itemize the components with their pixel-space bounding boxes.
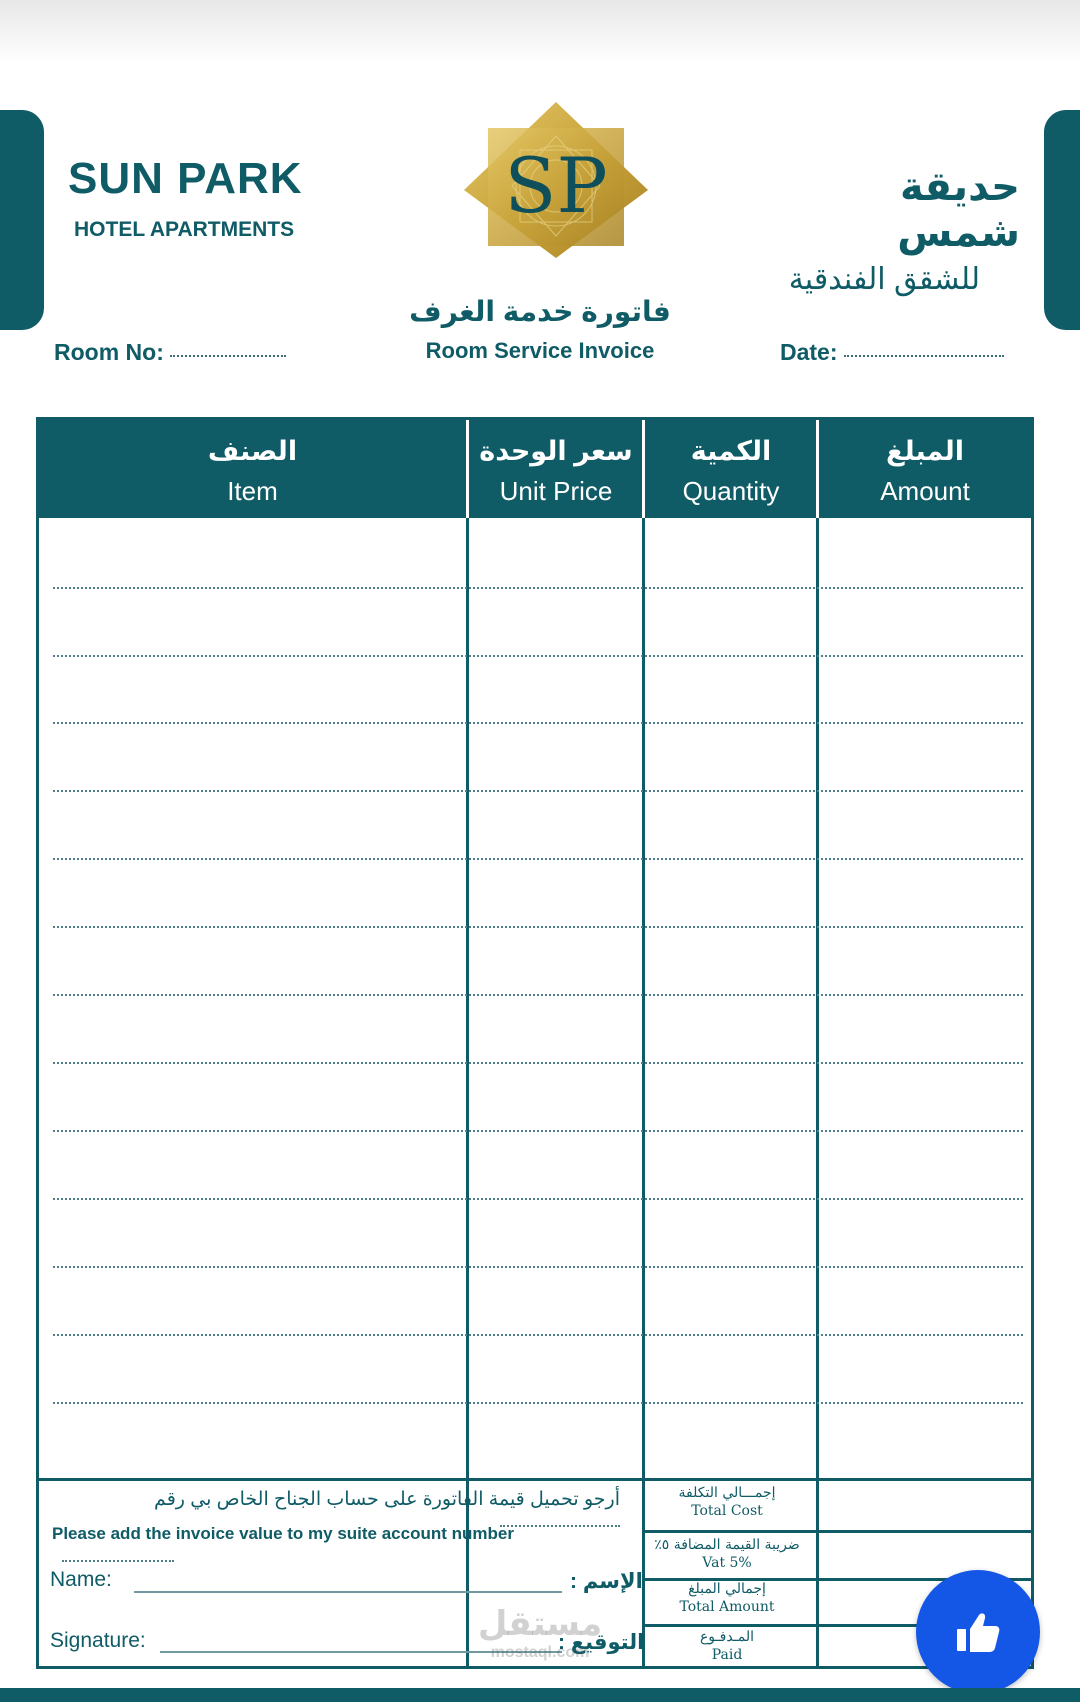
table-row[interactable] [53, 1130, 1023, 1132]
brand-name-en: SUN PARK [68, 154, 303, 203]
table-row[interactable] [53, 722, 1023, 724]
room-number-field[interactable] [54, 338, 286, 366]
name-label-ar: الإسم : [570, 1570, 643, 1593]
column-amount: المبلغ Amount [880, 436, 970, 506]
table-header [39, 420, 1031, 518]
table-row[interactable] [53, 655, 1023, 657]
table-row[interactable] [53, 994, 1023, 996]
date-dots [844, 351, 1004, 357]
note-arabic: أرجو تحميل قيمة الفاتورة على حساب الجناح الخاص بي رقم [70, 1488, 620, 1536]
bottom-bar [0, 1688, 1080, 1702]
column-quantity: الكمية Quantity [682, 436, 780, 506]
date-label: Date: [780, 339, 838, 365]
name-input-line[interactable] [134, 1591, 562, 1593]
table-row[interactable] [53, 858, 1023, 860]
table-row[interactable] [53, 1266, 1023, 1268]
table-row[interactable] [53, 1402, 1023, 1404]
room-number-label: Room No: [54, 339, 164, 365]
header-separator [816, 420, 819, 518]
thumbs-up-icon [955, 1611, 1001, 1653]
sun-park-logo [462, 100, 650, 260]
table-row[interactable] [53, 790, 1023, 792]
like-button[interactable] [916, 1570, 1040, 1694]
header-separator [642, 420, 645, 518]
right-decor-tab [1044, 110, 1080, 330]
summary-total-amount: إجمالي المبلغ Total Amount [679, 1581, 775, 1615]
date-field[interactable] [780, 338, 1004, 366]
summary-total-cost: إجمـــالي التكلفة Total Cost [678, 1485, 776, 1519]
invoice-table [36, 417, 1034, 1669]
table-row[interactable] [53, 1334, 1023, 1336]
table-row[interactable] [53, 1198, 1023, 1200]
header-separator [466, 420, 469, 518]
column-divider [816, 518, 819, 1668]
table-row[interactable] [53, 926, 1023, 928]
brand-arabic [780, 164, 1020, 298]
name-label: Name: [50, 1568, 112, 1591]
brand-sub-ar: للشقق الفندقية [788, 263, 980, 296]
note-english: Please add the invoice value to my suite account number [52, 1522, 632, 1570]
brand-english [68, 154, 303, 242]
title-arabic: فاتورة خدمة الغرف [409, 296, 671, 327]
table-row[interactable] [53, 587, 1023, 589]
signature-label-ar: التوقيع : [558, 1631, 645, 1654]
summary-paid: المـدفـوع Paid [699, 1629, 755, 1663]
footer-divider [39, 1478, 1031, 1481]
room-number-dots [170, 351, 286, 357]
left-decor-tab [0, 110, 44, 330]
brand-sub-en: HOTEL APARTMENTS [74, 218, 295, 241]
title-english: Room Service Invoice [425, 338, 655, 363]
summary-divider [642, 1530, 1031, 1533]
watermark: مستقل mostaql.com [477, 1605, 603, 1661]
brand-name-ar: حديقة شمس [897, 165, 1020, 255]
summary-vat: ضريبة القيمة المضافة ٥٪ Vat 5% [654, 1537, 800, 1571]
table-row[interactable] [53, 1062, 1023, 1064]
column-unit-price: سعر الوحدة Unit Price [479, 436, 633, 506]
top-fade [0, 0, 1080, 64]
signature-label: Signature: [50, 1629, 146, 1652]
column-item: الصنف Item [207, 436, 298, 506]
logo-letters: SP [504, 141, 608, 230]
